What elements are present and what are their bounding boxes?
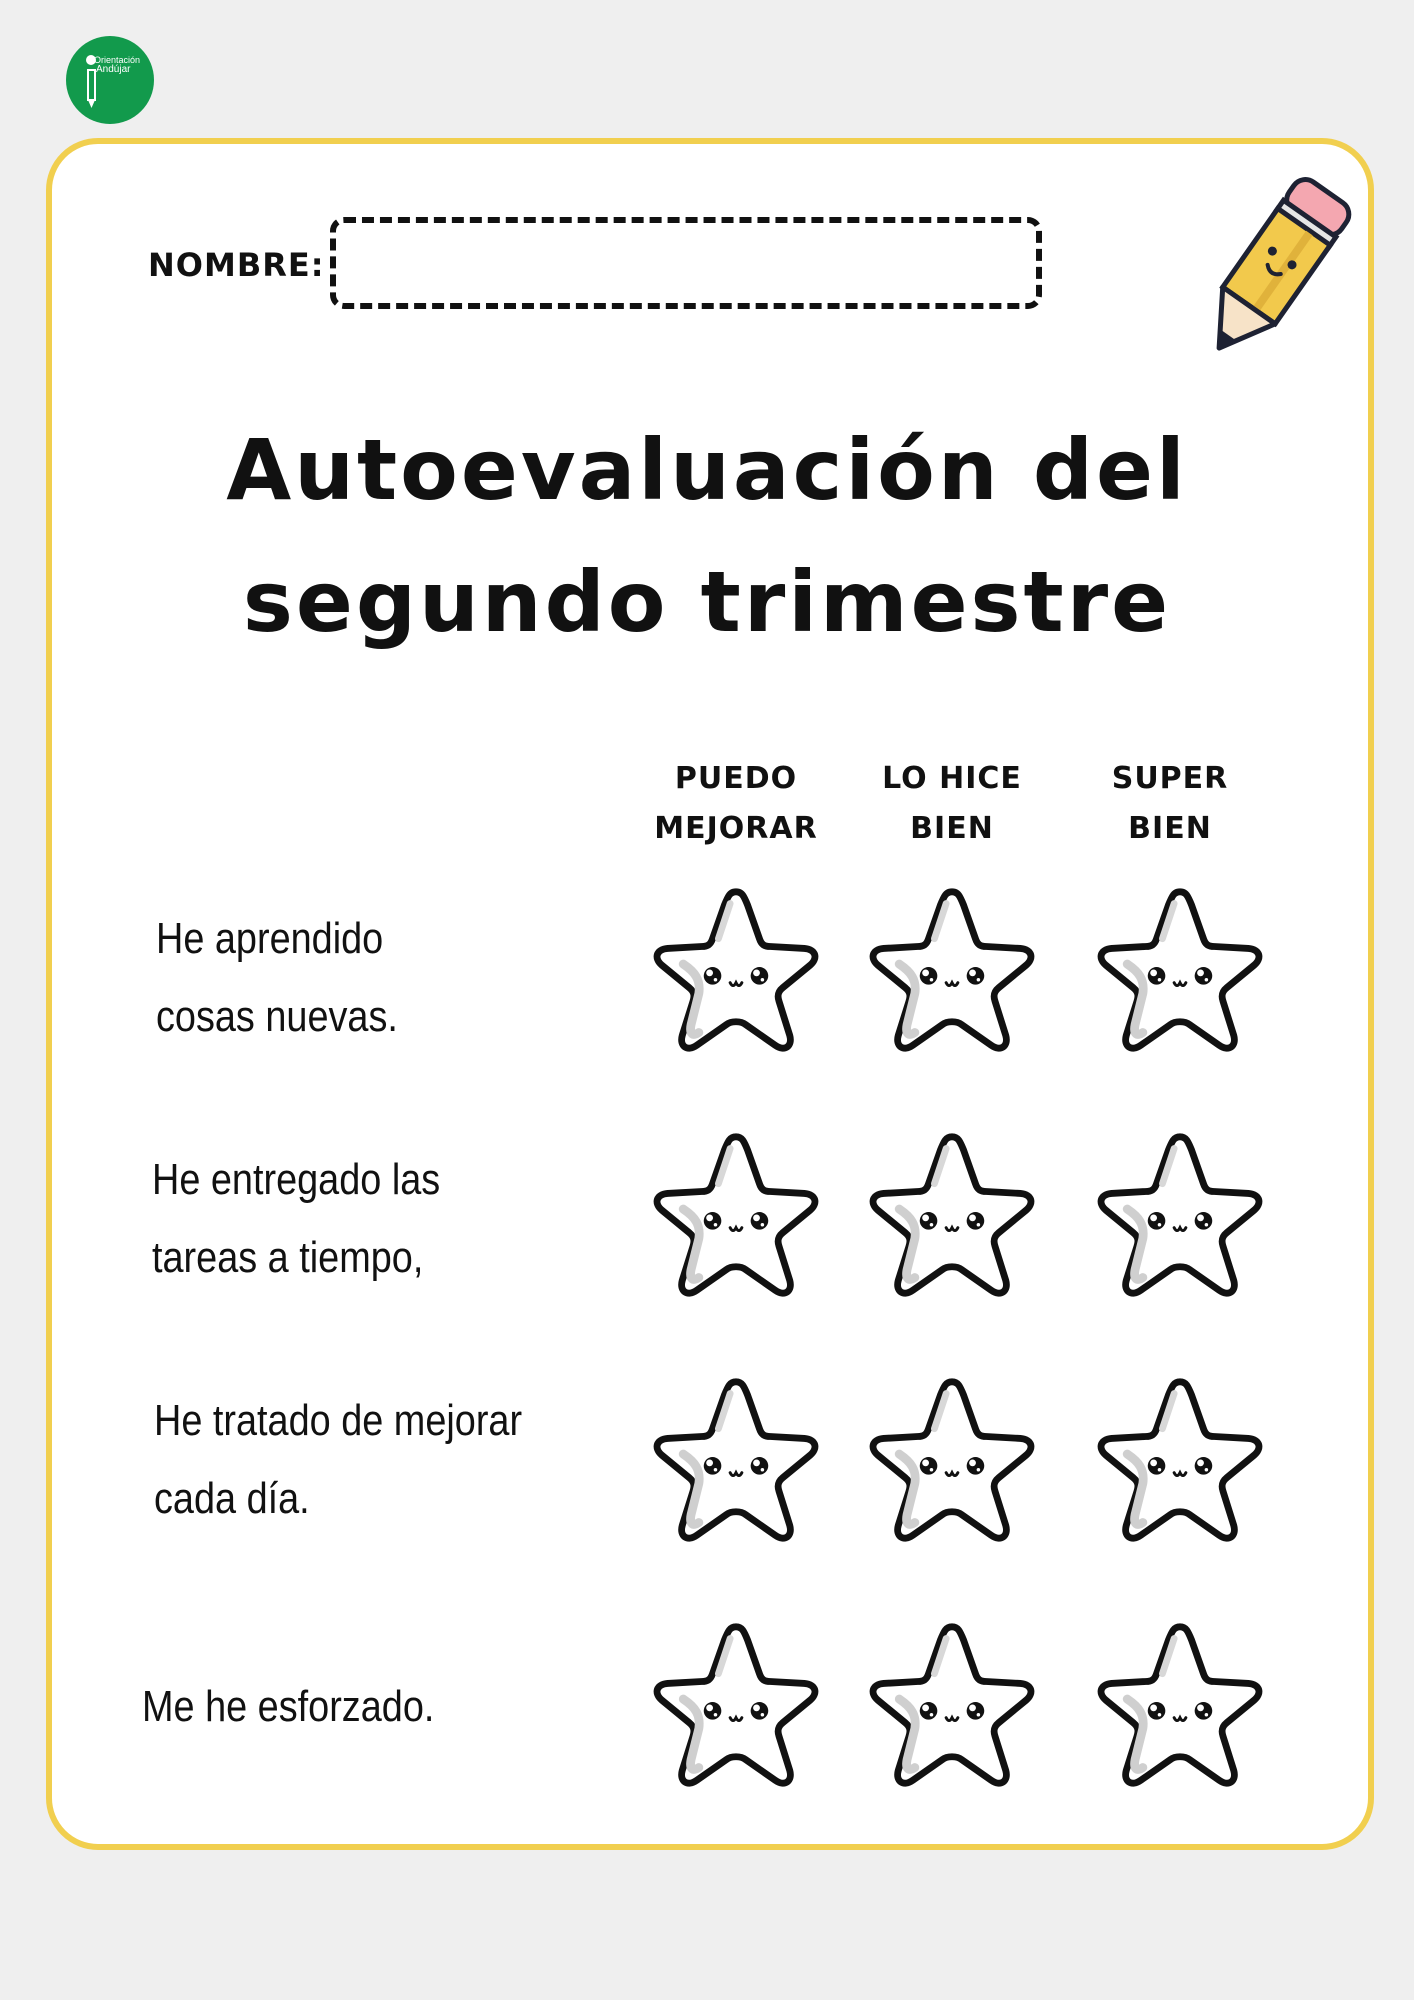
row-label-line: tareas a tiempo,: [152, 1233, 424, 1282]
row-label-line: cada día.: [154, 1474, 310, 1523]
kawaii-star-icon: [1090, 1372, 1270, 1544]
kawaii-star-icon: [1090, 1617, 1270, 1789]
star-rating-row4-lo-hice-bien[interactable]: [862, 1617, 1042, 1789]
star-rating-row3-super-bien[interactable]: [1090, 1372, 1270, 1544]
name-input[interactable]: [330, 217, 1042, 309]
row-label-mejorar: [154, 1382, 522, 1538]
row-label-entregado: [152, 1141, 440, 1297]
kawaii-star-icon: [646, 1127, 826, 1299]
star-rating-row2-super-bien[interactable]: [1090, 1127, 1270, 1299]
column-header-line: BIEN: [1128, 811, 1212, 846]
star-rating-row1-puedo-mejorar[interactable]: [646, 882, 826, 1054]
kawaii-star-icon: [646, 882, 826, 1054]
star-rating-row4-super-bien[interactable]: [1090, 1617, 1270, 1789]
kawaii-star-icon: [646, 1617, 826, 1789]
logo-text-bottom: Andújar: [96, 64, 131, 75]
kawaii-star-icon: [862, 1372, 1042, 1544]
column-header-line: MEJORAR: [654, 811, 818, 846]
logo-pencil-icon: [66, 36, 154, 124]
row-label-aprendido: [156, 900, 398, 1056]
row-label-line: Me he esforzado.: [142, 1682, 435, 1731]
page-title-line-2: segundo trimestre: [242, 553, 1172, 651]
kawaii-star-icon: [862, 1617, 1042, 1789]
logo-text-top: Orientación: [94, 55, 141, 65]
row-label-line: cosas nuevas.: [156, 992, 398, 1041]
star-rating-row1-super-bien[interactable]: [1090, 882, 1270, 1054]
star-rating-row4-puedo-mejorar[interactable]: [646, 1617, 826, 1789]
kawaii-star-icon: [862, 882, 1042, 1054]
name-label: NOMBRE:: [148, 246, 325, 284]
row-label-esforzado: [142, 1668, 434, 1746]
column-header-line: SUPER: [1111, 761, 1229, 796]
column-header-lo-hice-bien: [852, 754, 1052, 854]
kawaii-star-icon: [646, 1372, 826, 1544]
smiling-pencil-icon: [1190, 170, 1360, 374]
star-rating-row1-lo-hice-bien[interactable]: [862, 882, 1042, 1054]
star-rating-row2-puedo-mejorar[interactable]: [646, 1127, 826, 1299]
page-title-line-1: Autoevaluación del: [226, 421, 1188, 519]
column-header-super-bien: [1070, 754, 1270, 854]
kawaii-star-icon: [1090, 882, 1270, 1054]
kawaii-star-icon: [862, 1127, 1042, 1299]
row-label-line: He aprendido: [156, 914, 384, 963]
column-header-line: LO HICE: [882, 761, 1022, 796]
column-header-line: PUEDO: [674, 761, 798, 796]
column-header-line: BIEN: [910, 811, 994, 846]
kawaii-star-icon: [1090, 1127, 1270, 1299]
star-rating-row2-lo-hice-bien[interactable]: [862, 1127, 1042, 1299]
column-header-puedo-mejorar: [636, 754, 836, 854]
orientacion-andujar-logo: [66, 36, 154, 124]
row-label-line: He tratado de mejorar: [154, 1396, 523, 1445]
row-label-line: He entregado las: [152, 1155, 441, 1204]
star-rating-row3-puedo-mejorar[interactable]: [646, 1372, 826, 1544]
star-rating-row3-lo-hice-bien[interactable]: [862, 1372, 1042, 1544]
